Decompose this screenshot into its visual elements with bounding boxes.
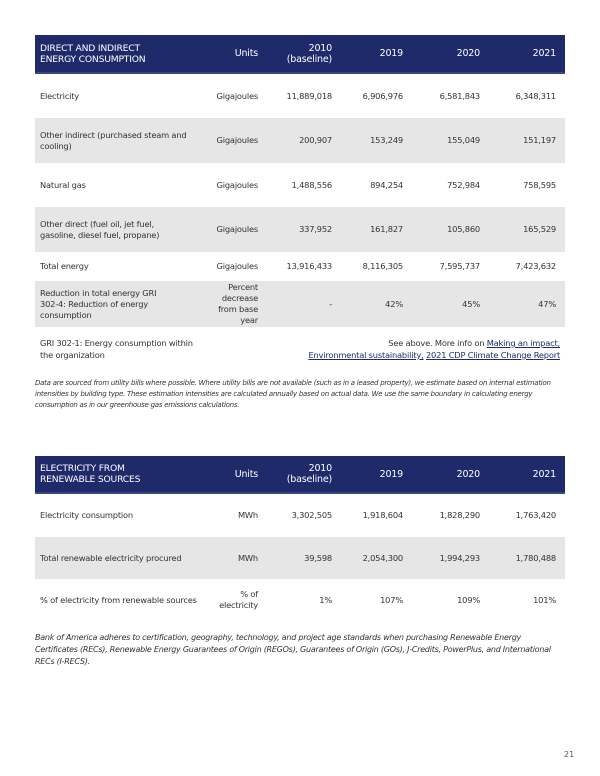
cell-v2020: 155,049 [447, 135, 480, 145]
cell-v2020: 7,595,737 [439, 261, 480, 271]
col-2010-sub: (baseline) [286, 53, 332, 65]
gri-label: GRI 302-1: Energy consumption within the organization [40, 338, 193, 360]
col-2010 [258, 463, 332, 485]
cell-v2010: 1,488,556 [291, 179, 332, 190]
cell-v2010: - [329, 298, 332, 309]
cell-v2019: 161,827 [370, 224, 403, 234]
cell-v2010: 3,302,505 [291, 510, 332, 520]
cell-units: % of electricity [219, 589, 258, 610]
gri-text: See above. More info on [388, 338, 485, 348]
cell-v2019: 8,116,305 [362, 261, 403, 271]
table-row [35, 74, 565, 118]
table-row [35, 163, 565, 207]
col-2020: 2020 [456, 468, 480, 480]
cell-v2010: 1% [319, 594, 332, 605]
page-number: 21 [564, 750, 575, 759]
cell-units: MWh [237, 510, 258, 520]
renewable-electricity-table [35, 456, 565, 621]
col-units: Units [234, 48, 258, 59]
cell-units: Gigajoules [216, 90, 258, 101]
cell-v2020: 1,994,293 [439, 552, 480, 563]
cell-v2021: 6,348,311 [515, 90, 556, 101]
cell-v2019: 1,918,604 [362, 510, 403, 520]
cell-label: Total renewable electricity procured [40, 552, 182, 563]
cell-v2021: 101% [533, 594, 556, 605]
gri-info [308, 337, 560, 361]
cell-v2021: 1,763,420 [515, 510, 556, 520]
cell-v2020: 105,860 [447, 224, 480, 234]
col-2021: 2021 [532, 48, 556, 59]
cell-label: Natural gas [40, 179, 86, 190]
energy-consumption-table [35, 35, 565, 327]
cell-v2020: 1,828,290 [439, 510, 480, 520]
cell-v2019: 2,054,300 [362, 552, 403, 563]
cell-v2021: 7,423,632 [515, 261, 556, 271]
energy-note: Data are sourced from utility bills where possible. Where utility bills are not available (such as in a leased property), we estimate based on internal estimation intensities by building type. These estimation intensities are calculated annually based on actual data. We use the same boundary in calculating energy consumption as in our greenhouse gas emissions calculations. [35, 379, 551, 409]
cell-units: Gigajoules [216, 135, 258, 145]
cell-label: Other indirect (purchased steam and cooling) [40, 129, 187, 151]
cell-v2020: 752,984 [447, 179, 480, 190]
col-2019: 2019 [379, 468, 403, 480]
environmental-sustainability-link[interactable]: Environmental sustainability, [308, 350, 424, 360]
cell-v2021: 758,595 [523, 179, 556, 190]
table-row [35, 252, 565, 281]
cell-label: % of electricity from renewable sources [40, 594, 197, 605]
cell-v2019: 107% [380, 594, 403, 605]
cell-label: Electricity consumption [40, 510, 133, 520]
cell-v2019: 894,254 [370, 179, 403, 190]
col-2010-year: 2010 [308, 463, 332, 474]
table-row [35, 281, 565, 327]
table-header [35, 35, 565, 74]
cell-v2010: 337,952 [299, 224, 332, 234]
col-units: Units [234, 468, 258, 480]
cell-v2019: 153,249 [370, 135, 403, 145]
cell-v2021: 165,529 [523, 224, 556, 234]
table-row [35, 207, 565, 252]
table-row [35, 494, 565, 537]
making-an-impact-link[interactable]: Making an impact, [486, 338, 560, 348]
cell-v2010: 200,907 [299, 135, 332, 145]
cell-v2019: 6,906,976 [362, 90, 403, 101]
cell-v2010: 13,916,433 [286, 261, 332, 271]
cell-v2010: 39,598 [304, 552, 332, 563]
renewable-note: Bank of America adheres to certification, geography, technology, and project age standards when purchasing Renewable Energy Certificates (RECs), Renewable Energy Guarantees of Origin (REGOs), Guarantees of Origin (GOs), J-Credits, PowerPlus, and International RECs (I-RECS). [35, 633, 551, 666]
cell-v2021: 47% [538, 298, 556, 309]
cell-units: Gigajoules [216, 224, 258, 234]
cell-units: Gigajoules [216, 261, 258, 271]
table-row [35, 537, 565, 579]
cell-units: MWh [237, 552, 258, 563]
col-2010-sub: (baseline) [286, 474, 332, 485]
table-row [35, 579, 565, 621]
table-row [35, 118, 565, 163]
col-2010-year: 2010 [308, 42, 332, 54]
cell-v2020: 109% [457, 594, 480, 605]
cell-v2020: 45% [462, 298, 480, 309]
col-2020: 2020 [456, 48, 480, 59]
cell-units: Percent decrease from base year [218, 282, 258, 325]
table-title: DIRECT AND INDIRECT ENERGY CONSUMPTION [40, 42, 146, 65]
cell-label: Electricity [40, 90, 80, 101]
cell-v2021: 1,780,488 [515, 552, 556, 563]
cell-units: Gigajoules [216, 179, 258, 190]
cell-v2021: 151,197 [523, 135, 556, 145]
cell-v2019: 42% [385, 298, 403, 309]
cell-label: Total energy [40, 261, 89, 271]
col-2010 [258, 43, 332, 65]
table-title: ELECTRICITY FROM RENEWABLE SOURCES [40, 463, 141, 485]
cdp-report-link[interactable]: 2021 CDP Climate Change Report [425, 350, 560, 360]
table-header [35, 456, 565, 494]
cell-v2020: 6,581,843 [439, 90, 480, 101]
col-2019: 2019 [379, 48, 403, 59]
cell-label: Reduction in total energy GRI 302-4: Reduction of energy consumption [40, 287, 157, 320]
gri-302-1-row [40, 337, 560, 361]
cell-label: Other direct (fuel oil, jet fuel, gasoline, diesel fuel, propane) [40, 218, 160, 240]
col-2021: 2021 [532, 468, 556, 480]
cell-v2010: 11,889,018 [286, 90, 332, 101]
